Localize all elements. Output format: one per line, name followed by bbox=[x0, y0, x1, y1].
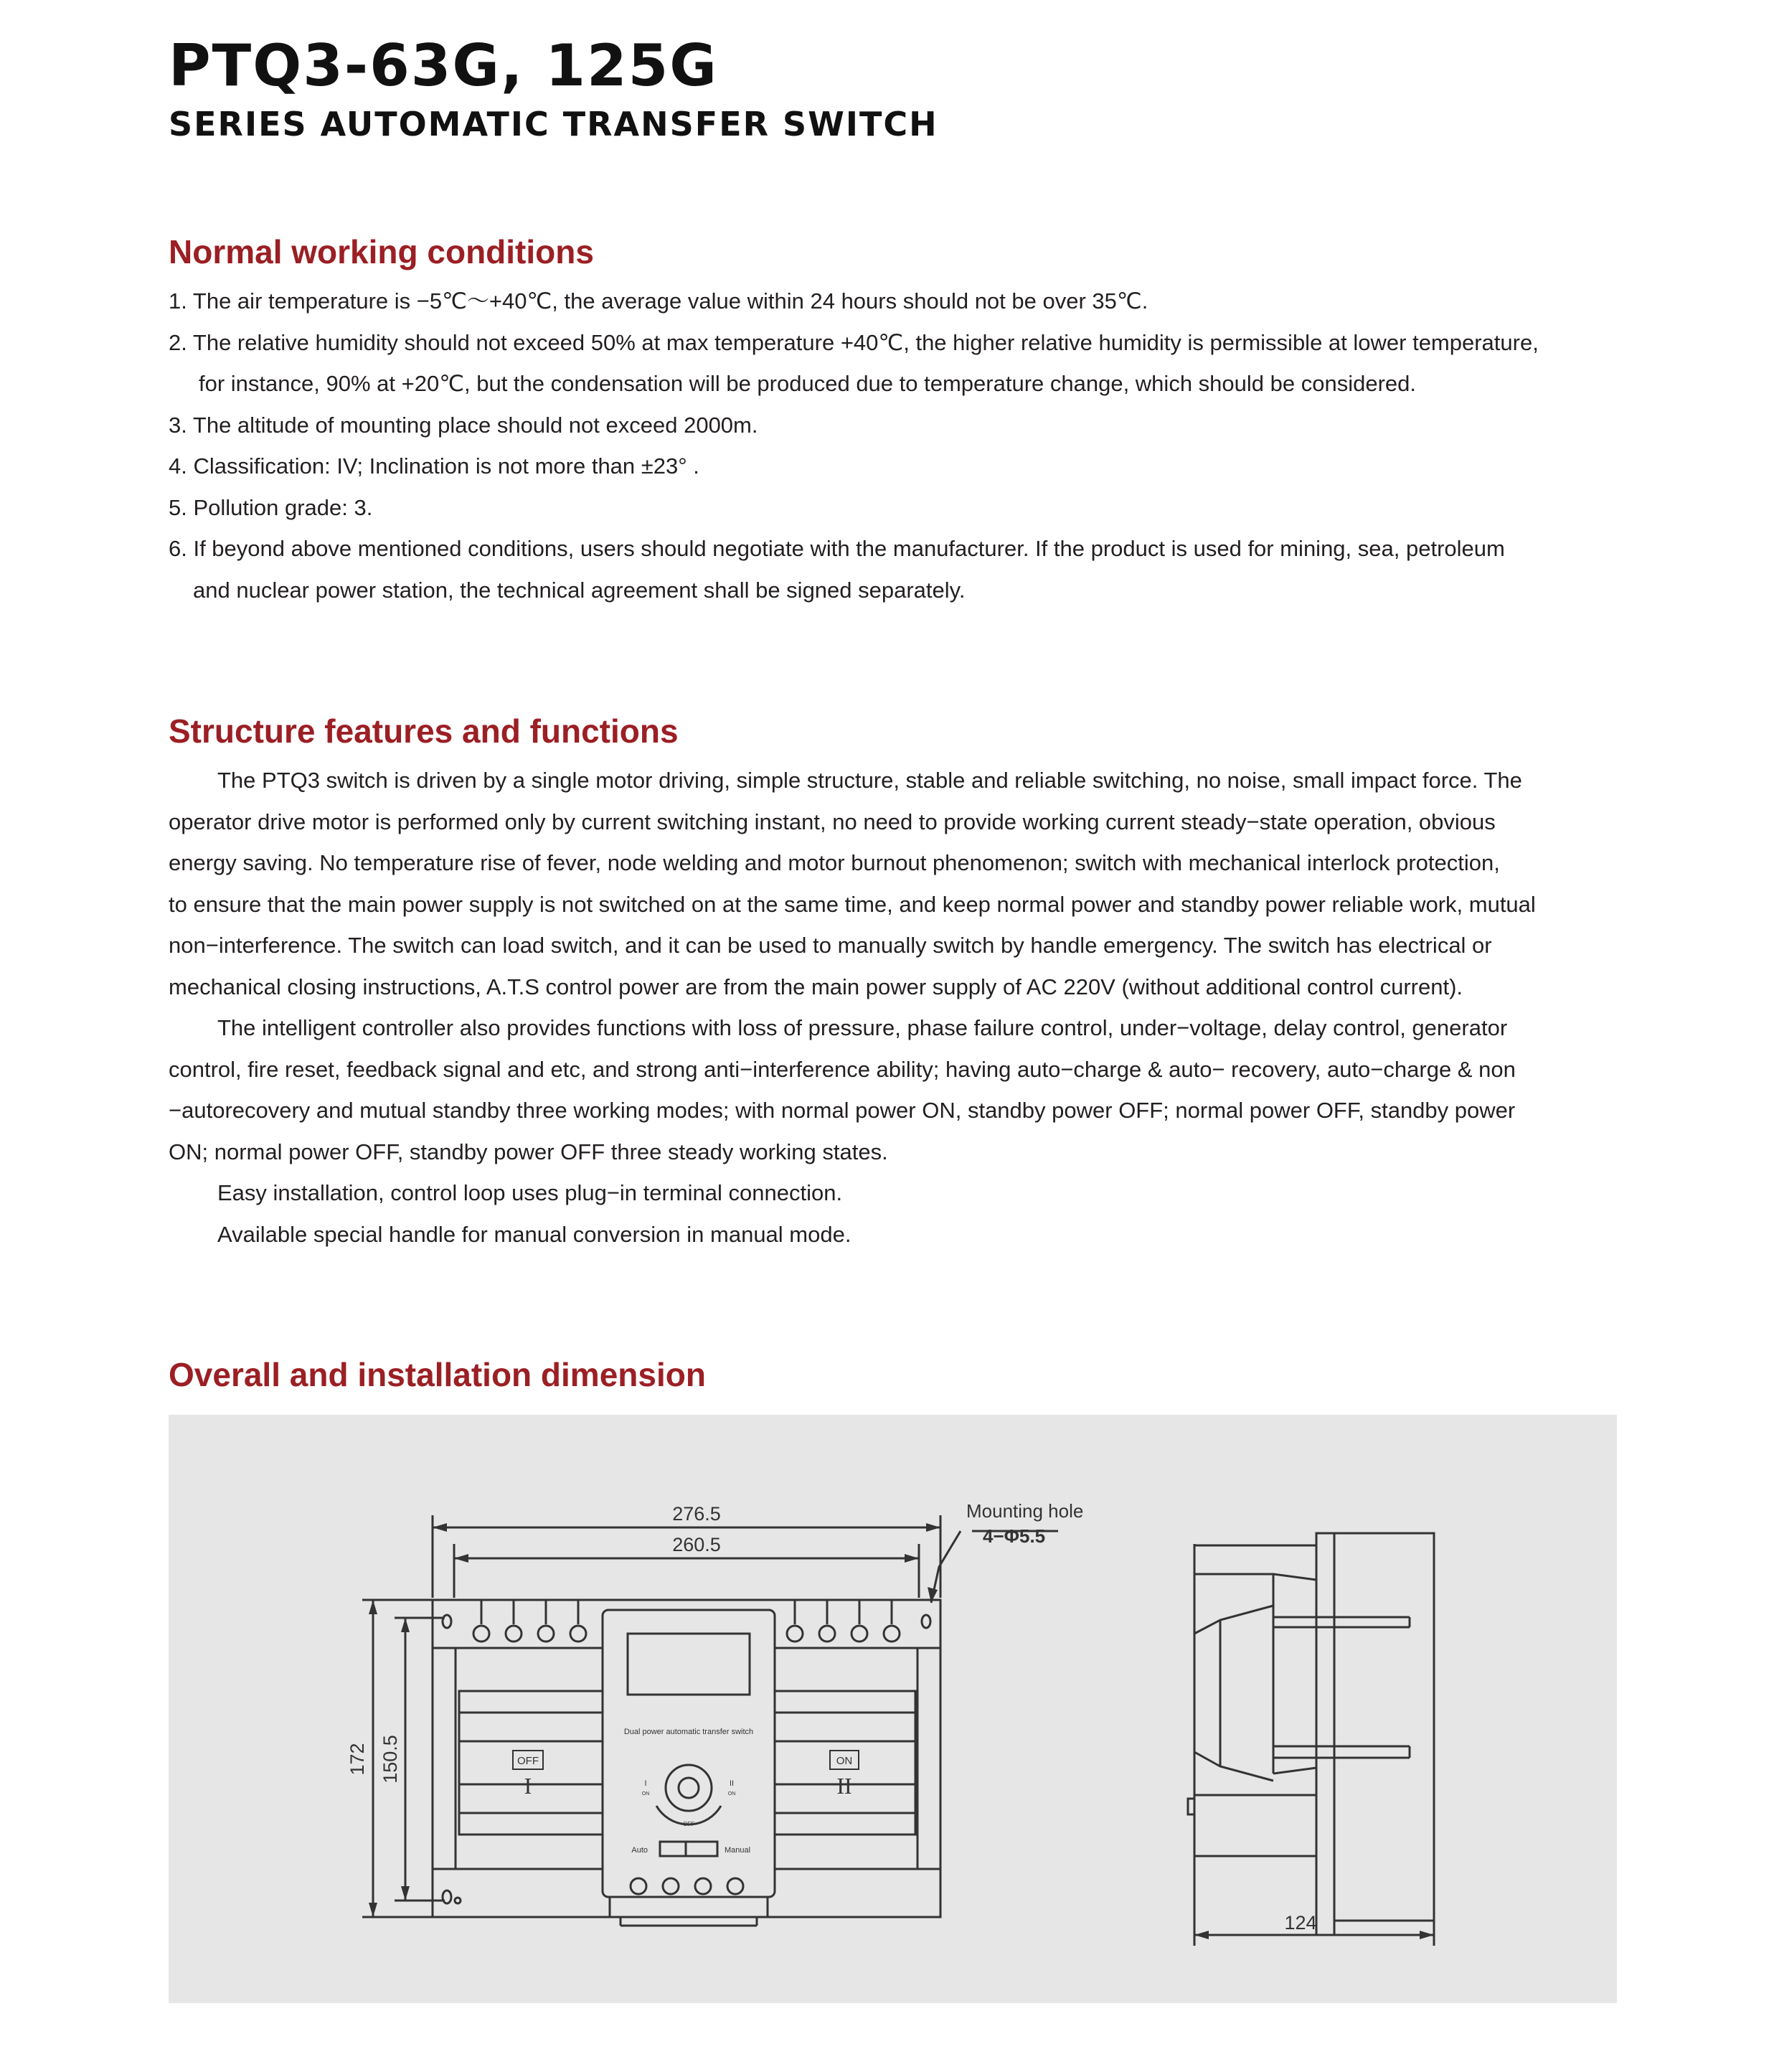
selector-dial-center bbox=[679, 1778, 699, 1798]
structure-line: control, fire reset, feedback signal and etc, and strong anti−interference ability; having auto−charge & auto− recovery, auto−charge & non bbox=[169, 1056, 1516, 1082]
structure-line: Available special handle for manual conversion in manual mode. bbox=[217, 1221, 851, 1247]
structure-line: to ensure that the main power supply is not switched on at the same time, and keep normal power and standby power reliable work, mutual bbox=[169, 891, 1536, 917]
controller-display bbox=[628, 1634, 750, 1695]
side-view-bracket bbox=[1188, 1799, 1194, 1814]
terminal-group-top-left bbox=[473, 1600, 586, 1642]
condition-line: for instance, 90% at +20℃, but the condensation will be produced due to temperature change, which should be considered. bbox=[199, 371, 1416, 396]
structure-line: energy saving. No temperature rise of fever, node welding and motor burnout phenomenon; switch with mechanical interlock protection, bbox=[169, 850, 1500, 875]
condition-line: and nuclear power station, the technical agreement shall be signed separately. bbox=[193, 577, 966, 603]
structure-text bbox=[169, 760, 1618, 1255]
auto-manual-switch bbox=[660, 1842, 717, 1856]
heading-structure-features: Structure features and functions bbox=[169, 712, 679, 750]
mounting-hole bbox=[922, 1615, 930, 1628]
structure-line: The PTQ3 switch is driven by a single motor driving, simple structure, stable and reliable switching, no noise, small impact force. The bbox=[217, 768, 1522, 793]
structure-line: The intelligent controller also provides functions with loss of pressure, phase failure control, under−voltage, delay control, generator bbox=[217, 1015, 1508, 1040]
structure-line: operator drive motor is performed only by current switching instant, no need to provide working current steady−state operation, obvious bbox=[169, 809, 1496, 834]
condition-line: 6. If beyond above mentioned conditions, users should negotiate with the manufacturer. If the product is used for mining, sea, petroleum bbox=[169, 536, 1505, 561]
dimension-drawing bbox=[169, 1415, 1617, 2003]
side-view-edge bbox=[1273, 1768, 1316, 1774]
dial-label-two: II bbox=[729, 1779, 735, 1788]
condition-line: 2. The relative humidity should not exceed 50% at max temperature +40℃, the higher relative humidity is permissible at lower temperature, bbox=[169, 329, 1539, 355]
side-view-lever bbox=[1194, 1606, 1273, 1634]
side-view-lever bbox=[1194, 1752, 1273, 1781]
dim-label-overall-height: 172 bbox=[346, 1743, 368, 1776]
mounting-hole-label: Mounting hole bbox=[966, 1500, 1084, 1522]
on-label: ON bbox=[836, 1755, 853, 1767]
roman-two-label: II bbox=[836, 1773, 852, 1799]
side-view-front-plate bbox=[1316, 1533, 1334, 1935]
dim-label-overall-width: 276.5 bbox=[672, 1503, 721, 1525]
conditions-list bbox=[169, 281, 1618, 611]
dial-label-off: OFF bbox=[683, 1821, 694, 1827]
auto-label: Auto bbox=[631, 1846, 648, 1855]
structure-line: mechanical closing instructions, A.T.S control power are from the main power supply of AC 220V (without additional control current). bbox=[169, 974, 1463, 999]
dimension-drawing-panel bbox=[169, 1415, 1617, 2003]
heading-normal-working-conditions: Normal working conditions bbox=[169, 233, 594, 270]
page-subtitle: SERIES AUTOMATIC TRANSFER SWITCH bbox=[169, 105, 938, 143]
side-view-edge bbox=[1273, 1574, 1316, 1580]
condition-line: 1. The air temperature is −5℃～+40℃, the average value within 24 hours should not be over 35℃. bbox=[169, 288, 1148, 314]
heading-overall-dimension: Overall and installation dimension bbox=[169, 1356, 706, 1393]
structure-line: Easy installation, control loop uses plug−in terminal connection. bbox=[217, 1180, 843, 1205]
roman-one-label: I bbox=[524, 1773, 532, 1799]
terminal-group-bottom bbox=[631, 1878, 743, 1894]
side-view-flange bbox=[1334, 1533, 1434, 1921]
off-label: OFF bbox=[517, 1755, 539, 1767]
side-view-inner-frame bbox=[1194, 1574, 1273, 1774]
mounting-hole bbox=[443, 1890, 451, 1903]
dim-label-hole-height: 150.5 bbox=[379, 1735, 401, 1784]
mounting-hole-spec: 4−Φ5.5 bbox=[983, 1525, 1046, 1547]
structure-line: −autorecovery and mutual standby three working modes; with normal power ON, standby power OFF; normal power OFF, standby power bbox=[169, 1098, 1516, 1123]
selector-dial bbox=[666, 1765, 712, 1811]
mounting-hole-small bbox=[455, 1898, 461, 1903]
dial-label-on-left: ON bbox=[641, 1791, 650, 1796]
dial-label-on-right: ON bbox=[727, 1791, 736, 1796]
panel-label: Dual power automatic transfer switch bbox=[623, 1728, 754, 1736]
dim-label-depth: 124 bbox=[1284, 1912, 1317, 1934]
manual-label: Manual bbox=[725, 1846, 751, 1855]
structure-line: ON; normal power OFF, standby power OFF three steady working states. bbox=[169, 1139, 888, 1164]
dim-label-hole-width: 260.5 bbox=[672, 1534, 721, 1555]
condition-line: 3. The altitude of mounting place should not exceed 2000m. bbox=[169, 412, 758, 438]
condition-line: 4. Classification: IV; Inclination is not more than ±23° . bbox=[169, 453, 699, 479]
mounting-hole bbox=[443, 1615, 451, 1628]
dial-label-one: I bbox=[644, 1779, 647, 1788]
structure-line: non−interference. The switch can load switch, and it can be used to manually switch by handle emergency. The switch has electrical or bbox=[169, 933, 1492, 958]
bottom-connector bbox=[610, 1897, 768, 1917]
condition-line: 5. Pollution grade: 3. bbox=[169, 494, 373, 520]
page-title: PTQ3-63G, 125G bbox=[169, 32, 718, 99]
terminal-group-top-right bbox=[787, 1600, 900, 1642]
